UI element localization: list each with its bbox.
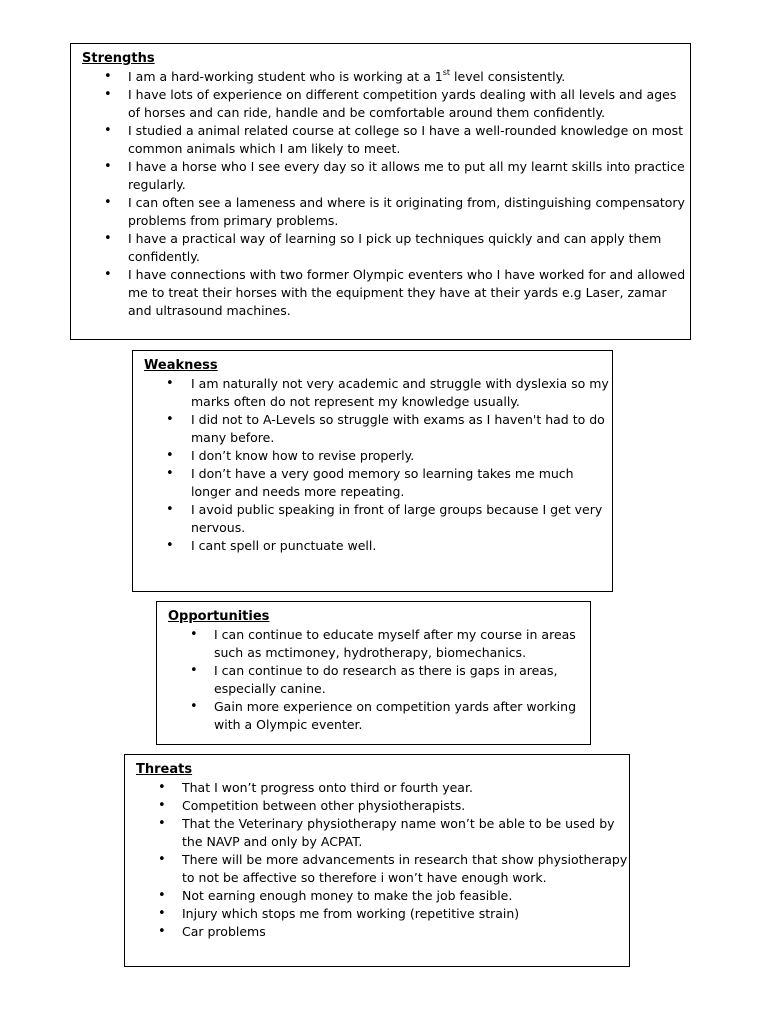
bullet-icon: • (190, 699, 198, 714)
item-text: I am naturally not very academic and struggle with dyslexia so my marks often do not represent my knowledge usually. (191, 376, 609, 409)
opportunities-heading: Opportunities (168, 609, 270, 624)
bullet-icon: • (158, 816, 166, 831)
list-item (82, 68, 690, 86)
list-item (168, 662, 590, 698)
threats-section (124, 754, 630, 967)
opportunities-section (156, 601, 591, 745)
item-text: I can continue to educate myself after my course in areas such as mctimoney, hydrotherapy, biomechanics. (214, 627, 576, 660)
list-item (136, 887, 629, 905)
bullet-icon: • (104, 159, 112, 174)
list-item (144, 465, 612, 501)
item-text: I did not to A-Levels so struggle with exams as I haven't had to do many before. (191, 412, 605, 445)
list-item (136, 851, 629, 887)
item-text: I have connections with two former Olympic eventers who I have worked for and allowed me to treat their horses with the equipment they have at their yards e.g Laser, zamar and ultrasound machines. (128, 267, 686, 318)
list-item (144, 411, 612, 447)
item-text: I cant spell or punctuate well. (191, 538, 377, 553)
bullet-icon: • (104, 87, 112, 102)
weakness-heading: Weakness (144, 358, 218, 373)
item-text-part: I am a hard-working student who is working at a 1 (128, 69, 443, 84)
bullet-icon: • (104, 123, 112, 138)
item-text-part: level consistently. (450, 69, 566, 84)
item-text: I don’t have a very good memory so learning takes me much longer and needs more repeating. (191, 466, 574, 499)
ordinal-suffix: st (442, 68, 451, 77)
threats-list (136, 779, 629, 941)
strengths-section (70, 43, 691, 340)
strengths-heading: Strengths (82, 51, 155, 66)
list-item (82, 86, 690, 122)
list-item (82, 158, 690, 194)
list-item (136, 923, 629, 941)
opportunities-list (168, 626, 590, 734)
bullet-icon: • (104, 231, 112, 246)
item-text: I don’t know how to revise properly. (191, 448, 415, 463)
item-text: Injury which stops me from working (repetitive strain) (182, 906, 520, 921)
threats-heading: Threats (136, 762, 193, 777)
item-text: There will be more advancements in research that show physiotherapy to not be affective so therefore i won’t have enough work. (182, 852, 628, 885)
list-item (136, 779, 629, 797)
list-item (82, 230, 690, 266)
bullet-icon: • (166, 538, 174, 553)
bullet-icon: • (158, 798, 166, 813)
list-item (136, 797, 629, 815)
list-item (144, 375, 612, 411)
bullet-icon: • (166, 466, 174, 481)
bullet-icon: • (104, 69, 112, 84)
item-text: Competition between other physiotherapists. (182, 798, 466, 813)
item-text: I have lots of experience on different competition yards dealing with all levels and ages of horses and can ride, handle and be comfortable around them confidently. (128, 87, 677, 120)
list-item (82, 122, 690, 158)
bullet-icon: • (158, 906, 166, 921)
list-item (144, 537, 612, 555)
bullet-icon: • (158, 780, 166, 795)
list-item (136, 815, 629, 851)
item-text: Not earning enough money to make the job feasible. (182, 888, 513, 903)
item-text: Car problems (182, 924, 266, 939)
item-text: I have a practical way of learning so I pick up techniques quickly and can apply them confidently. (128, 231, 662, 264)
item-text: I have a horse who I see every day so it allows me to put all my learnt skills into practice regularly. (128, 159, 685, 192)
item-text: That I won’t progress onto third or fourth year. (182, 780, 473, 795)
bullet-icon: • (166, 376, 174, 391)
list-item (144, 447, 612, 465)
list-item (136, 905, 629, 923)
item-text: Gain more experience on competition yards after working with a Olympic eventer. (214, 699, 576, 732)
bullet-icon: • (158, 852, 166, 867)
list-item (144, 501, 612, 537)
bullet-icon: • (104, 195, 112, 210)
bullet-icon: • (166, 448, 174, 463)
bullet-icon: • (190, 663, 198, 678)
bullet-icon: • (104, 267, 112, 282)
item-text: I studied a animal related course at college so I have a well-rounded knowledge on most common animals which I am likely to meet. (128, 123, 684, 156)
bullet-icon: • (166, 502, 174, 517)
item-text: That the Veterinary physiotherapy name won’t be able to be used by the NAVP and only by ACPAT. (182, 816, 615, 849)
weakness-section (132, 350, 613, 592)
bullet-icon: • (190, 627, 198, 642)
bullet-icon: • (158, 888, 166, 903)
bullet-icon: • (158, 924, 166, 939)
strengths-list (82, 68, 690, 320)
item-text: I can often see a lameness and where is it originating from, distinguishing compensatory problems from primary problems. (128, 195, 685, 228)
list-item (82, 266, 690, 320)
bullet-icon: • (166, 412, 174, 427)
item-text: I can continue to do research as there is gaps in areas, especially canine. (214, 663, 558, 696)
list-item (168, 698, 590, 734)
weakness-list (144, 375, 612, 555)
list-item (168, 626, 590, 662)
list-item (82, 194, 690, 230)
item-text: I avoid public speaking in front of large groups because I get very nervous. (191, 502, 603, 535)
